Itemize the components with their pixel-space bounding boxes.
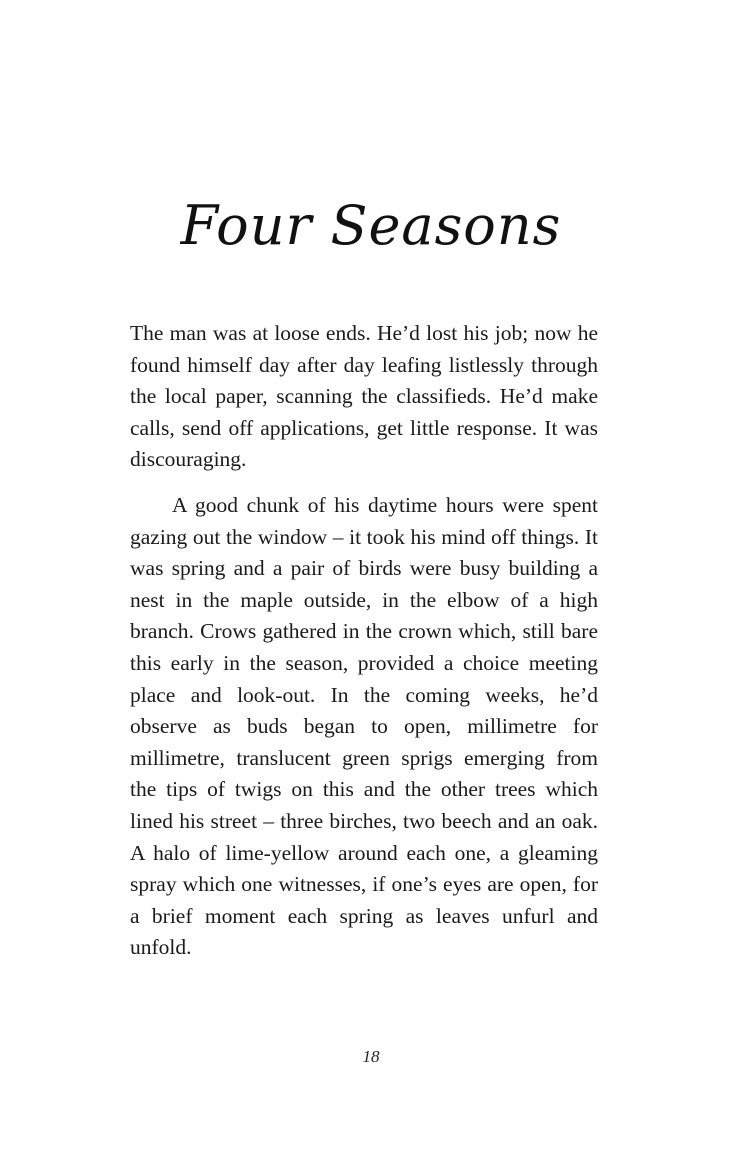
paragraph-1: The man was at loose ends. He’d lost his job; now he found himself day after day leafing listlessly through the local paper, scanning the classifieds. He’d make calls, send off applications, get little response. It was discouraging. (130, 321, 598, 472)
body-text (130, 318, 598, 964)
page-number: 18 (362, 1047, 380, 1066)
chapter-title: Four Seasons (180, 194, 562, 258)
paragraph-2: A good chunk of his daytime hours were spent gazing out the window – it took his mind off things. It was spring and a pair of birds were busy building a nest in the maple outside, in the elbow of a high branch. Crows gathered in the crown which, still bare this early in the season, provided a choice meeting place and look-out. In the coming weeks, he’d observe as buds began to open, millimetre for millimetre, translucent green sprigs emerging from the tips of twigs on this and the other trees which lined his street – three birches, two beech and an oak. A halo of lime-yellow around each one, a gleaming spray which one witnesses, if one’s eyes are open, for a brief moment each spring as leaves unfurl and unfold. (130, 492, 598, 960)
